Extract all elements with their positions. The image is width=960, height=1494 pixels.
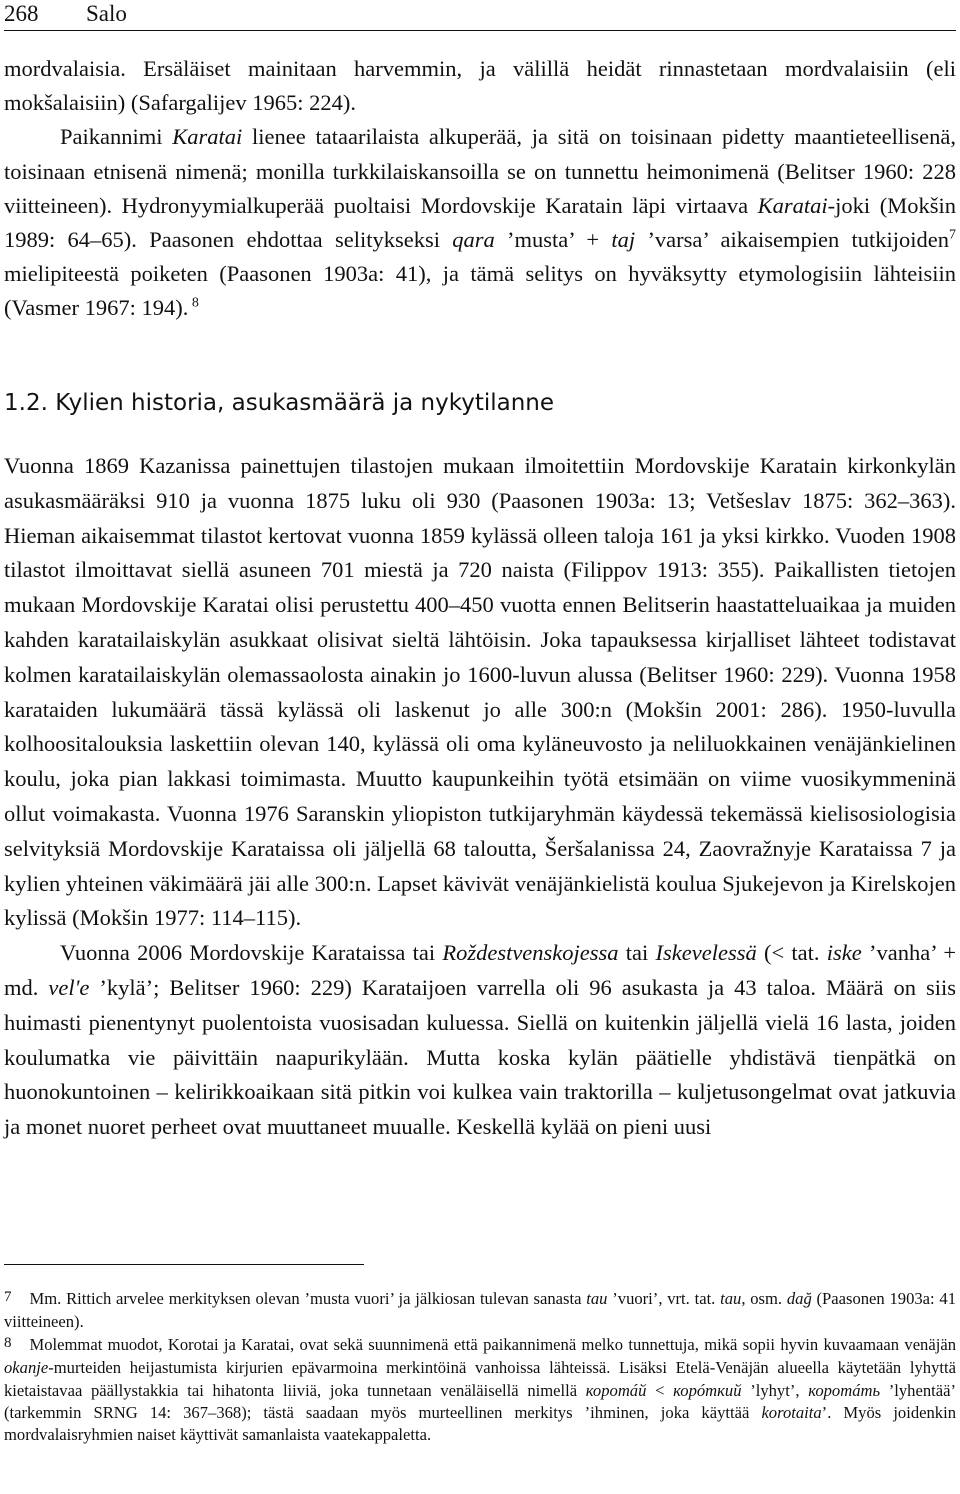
italic-term: tau (720, 1289, 742, 1308)
text-run: ’. Myös joidenkin mordvalaisryhmien naiset käyttivät samanlaista vaatekappaletta. (4, 1403, 956, 1445)
page-number: 268 (4, 1, 39, 26)
italic-term: Karatai (172, 124, 243, 150)
italic-term: qara (452, 227, 495, 253)
text-run: , osm. (741, 1289, 787, 1308)
footnote-separator (4, 1264, 364, 1265)
section-text (4, 449, 956, 1145)
italic-term: okanje (4, 1358, 49, 1378)
italic-term: tau (586, 1289, 608, 1308)
text-run: ’vanha’ + md. (4, 940, 957, 1000)
text-run: -joki (Mokšin 1989: 64–65). Paasonen ehdottaa selitykseksi (4, 192, 956, 253)
footnotes (4, 1288, 956, 1447)
text-run: ’lyhentää’ (tarkemmin SRNG 14: 367–368); tästä saadaan myös murteellinen merkitys ’ihminen, joka käyttää (4, 1380, 956, 1423)
running-header (4, 0, 956, 31)
text-run: ’kylä’; Belitser 1960: 229) Karataijoen varrella oli 96 asukasta ja 43 taloa. Määrä on siis huimasti pienentynyt puolentoista vuosisadan kuluessa. Siellä on kuitenkin jäljellä vielä 16 lasta, joiden koulumatka vie päivittäin naapurikylään. Mutta koska kylän päätielle yhdistävä tienpätkä on huonokuntoinen – kelirikkoaikaan sitä pitkin voi kulkea vain traktorilla – kuljetusongelmat ovat jatkuvia ja monet nuoret perheet ovat muuttaneet muualle. Keskellä kylää on pieni uusi (4, 974, 956, 1140)
italic-term: korotaita (761, 1403, 822, 1423)
text-run: Mm. Rittich arvelee merkityksen olevan ’musta vuori’ ja jälkiosan tulevan sanasta (29, 1289, 587, 1308)
text-run: lienee tataarilaista alkuperää, ja sitä on toisinaan pidetty maantieteellisenä, toisinaan etnisenä nimenä; monilla turkkilaiskansoilla se on tunnettu heimonimenä (Belitser 1960: 228 viitteineen). Hydronyymialkuperää puoltaisi Mordovskije Karatain läpi virtaava (4, 124, 956, 218)
footnote-7 (4, 1288, 956, 1334)
italic-term: dağ (786, 1289, 812, 1308)
text-run: Vuonna 2006 Mordovskije Karataissa tai (60, 940, 443, 966)
footnote-ref: 7 (949, 227, 957, 243)
italic-term: корóткий (673, 1380, 742, 1400)
text-run: ’musta’ + (494, 227, 612, 253)
footnote-text (4, 1335, 956, 1445)
italic-term: Iskevelessä (655, 940, 757, 966)
section-heading: 1.2. Kylien historia, asukasmäärä ja nykytilanne (4, 390, 555, 416)
italic-term: коротáть (808, 1380, 881, 1400)
text-run: < (646, 1380, 674, 1400)
text-run: (< tat. (756, 940, 827, 966)
paragraph (4, 936, 956, 1145)
text-run: ’vuori’, vrt. tat. (607, 1289, 721, 1308)
text-run: -murteiden heijastumista kirjurien epävarmoina merkintöinä vanhoissa lähteissä. Lisäksi Etelä-Venäjän alueella käytetään lyhyttä kietaistavaa päällystakkia tai hihatonta liiviä, joka tunnetaan venäläisellä nimellä (4, 1358, 956, 1400)
italic-term: Karatai (757, 192, 828, 218)
footnote-text (4, 1289, 956, 1331)
italic-term: vel'e (48, 974, 90, 1000)
footnote-number: 8 (4, 1334, 12, 1351)
paragraph (4, 120, 956, 325)
running-head-author: Salo (86, 1, 127, 26)
intro-text (4, 52, 956, 326)
footnote-8 (4, 1334, 956, 1447)
text-run: ’varsa’ aikaisempien tutkijoiden (635, 227, 950, 253)
italic-term: iske (826, 940, 862, 966)
footnote-number: 7 (4, 1289, 12, 1305)
paragraph (4, 449, 956, 936)
footnote-ref: 8 (188, 295, 199, 311)
text-run: Molemmat muodot, Korotai ja Karatai, ovat sekä suunnimenä että paikannimenä melko tunnettuja, mikä sopii hyvin kuvaamaan venäjän (29, 1334, 956, 1354)
text-run: mielipiteestä poiketen (Paasonen 1903a: 41), ja tämä selitys on hyväksytty etymologisiin lähteisiin (Vasmer 1967: 194). (4, 261, 956, 321)
italic-term: taj (611, 227, 636, 253)
italic-term: коротáй (585, 1380, 647, 1400)
text-run: Vuonna 1869 Kazanissa painettujen tilastojen mukaan ilmoitettiin Mordovskije Karatain kirkonkylän asukasmääräksi 910 ja vuonna 1875 luku oli 930 (Paasonen 1903a: 13; Vetšeslav 1875: 362–363). Hieman aikaisemmat tilastot kertovat vuonna 1859 kylässä olleen taloja 161 ja yksi kirkko. Vuoden 1908 tilastot ilmoittavat siellä asuneen 701 miestä ja 720 naista (Filippov 1913: 355). Paikallisten tietojen mukaan Mordovskije Karatai olisi perustettu 400–450 vuotta ennen Belitserin haastatteluaikaa ja muiden kahden karatailaiskylän asukkaat olisivat sieltä lähtöisin. Joka tapauksessa kirjalliset lähteet todistavat kolmen karatailaiskylän olemassaolosta ainakin jo 1600-luvun alussa (Belitser 1960: 229). Vuonna 1958 karataiden lukumäärä tässä kylässä oli laskenut jo alle 300:n (Mokšin 2001: 286). 1950-luvulla kolhoositalouksia laskettiin olevan 140, kylässä oli oma kyläneuvosto ja neliluokkainen venäjänkielinen koulu, joka pian lakkasi toimimasta. Muutto kaupunkeihin työtä etsimään on viime vuosikymmeninä ollut voimakasta. Vuonna 1976 Saranskin yliopiston tutkijaryhmän käydessä tekemässä kielisosiologisia selvityksiä Mordovskije Karataissa oli jäljellä 68 taloutta, Šeršalanissa 24, Zaovražnyje Karataissa 7 ja kylien yhteinen väkimäärä jäi alle 300:n. Lapset kävivät venäjänkielistä koulua Sjukejevon ja Kirelskojen kylissä (Mokšin 1977: 114–115). (4, 453, 956, 931)
text-run: ’lyhyt’, (741, 1380, 809, 1400)
text-run: Paikannimi (60, 124, 173, 150)
text-run: tai (618, 940, 656, 966)
italic-term: Roždestvenskojessa (442, 940, 619, 966)
text-run: (Paasonen 1903a: 41 viitteineen). (4, 1289, 957, 1332)
paragraph (4, 52, 956, 120)
text-run: mordvalaisia. Ersäläiset mainitaan harvemmin, ja välillä heidät rinnastetaan mordvalaisiin (eli mokšalaisiin) (Safargalijev 1965: 224). (4, 56, 956, 116)
